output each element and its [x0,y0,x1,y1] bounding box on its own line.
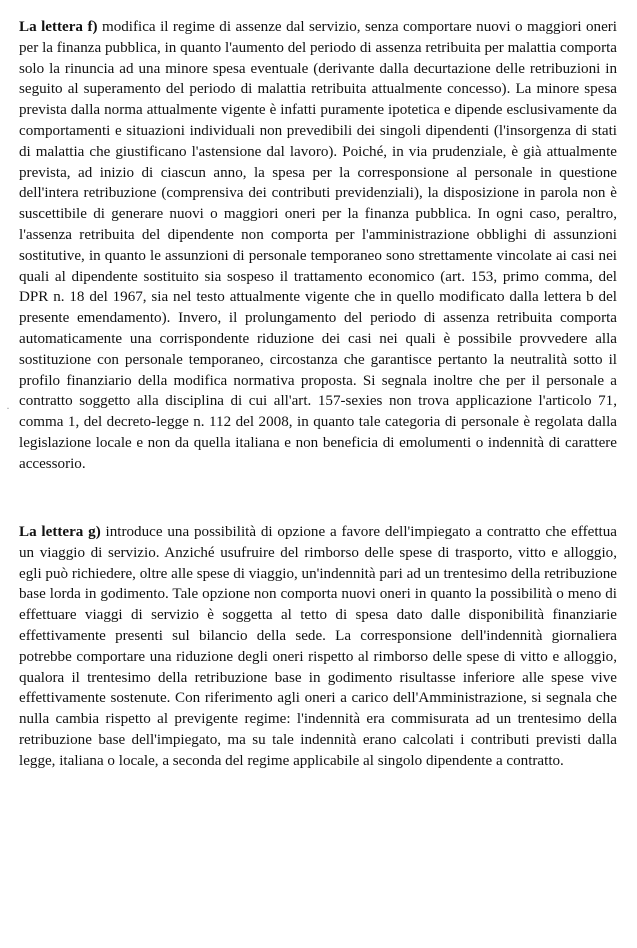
scan-speck: · [6,401,10,415]
paragraph-lettera-g [19,522,617,772]
paragraph-lead: La lettera g) [19,524,101,540]
paragraph-body: modifica il regime di assenze dal servizio, senza comportare nuovi o maggiori oneri per la finanza pubblica, in quanto l'aumento del periodo di assenza retribuita per malattia comporta solo la rinuncia ad una minore spesa eventuale (derivante dalla decurtazione delle retribuzioni in seguito al superamento del periodo di malattia retribuita attualmente concesso). La minore spesa prevista dalla norma attualmente vigente è infatti puramente ipotetica e dipende esclusivamente da comportamenti e situazioni individuali non prevedibili dei singoli dipendenti (l'insorgenza di stati di malattia che giustificano l'astensione dal lavoro). Poiché, in via prudenziale, è già attualmente prevista, ad inizio di ciascun anno, la spesa per la corresponsione al personale in questione dell'intera retribuzione (comprensiva dei contributi previdenziali), la disposizione in parola non è suscettibile di generare nuovi o maggiori oneri per la finanza pubblica. In ogni caso, peraltro, l'assenza retribuita del dipendente non comporta per l'amministrazione obblighi di assunzioni sostitutive, in quanto le assunzioni di personale temporaneo sono strettamente vincolate ai casi nei quali al dipendente sostituito sia sospeso il trattamento economico (art. 153, primo comma, del DPR n. 18 del 1967, sia nel testo attualmente vigente che in quello modificato dalla lettera b del presente emendamento). Invero, il prolungamento del periodo di assenza retribuita comporta automaticamente una corrispondente riduzione dei casi nei quali è possibile provvedere alla sostituzione con personale temporaneo, circostanza che garantisce pertanto la neutralità sotto il profilo finanziario della modifica normativa proposta. Si segnala inoltre che per il personale a contratto soggetto alla disciplina di cui all'art. 157-sexies non trova applicazione l'articolo 71, comma 1, del decreto-legge n. 112 del 2008, in quanto tale categoria di personale è regolata dalla legislazione locale e non da quella italiana e non beneficia di emolumenti o indennità di carattere accessorio. [19,19,618,472]
paragraph-lettera-f [19,17,617,475]
paragraph-body: introduce una possibilità di opzione a favore dell'impiegato a contratto che effettua un viaggio di servizio. Anziché usufruire del rimborso delle spese di trasporto, vitto e alloggio, egli può richiedere, oltre alle spese di viaggio, un'indennità pari ad un trentesimo della retribuzione base lorda in godimento. Tale opzione non comporta nuovi oneri in quanto la possibilità o meno di effettuare viaggi di servizio è soggetta al tetto di spesa dato dalle disponibilità finanziarie effettivamente presenti sul bilancio della sede. La corresponsione dell'indennità giornaliera potrebbe comportare una riduzione degli oneri rispetto al rimborso delle spese di vitto e alloggio, qualora il trentesimo della retribuzione base in godimento risultasse inferiore alle spese vive effettivamente sostenute. Con riferimento agli oneri a carico dell'Amministrazione, si segnala che nulla cambia rispetto al previgente regime: l'indennità era commisurata ad un trentesimo della retribuzione base dell'impiegato, ma su tale indennità erano calcolati i contributi previsti dalla legge, italiana o locale, a seconda del regime applicabile al singolo dipendente a contratto. [19,524,617,769]
paragraph-lead: La lettera f) [19,19,98,35]
